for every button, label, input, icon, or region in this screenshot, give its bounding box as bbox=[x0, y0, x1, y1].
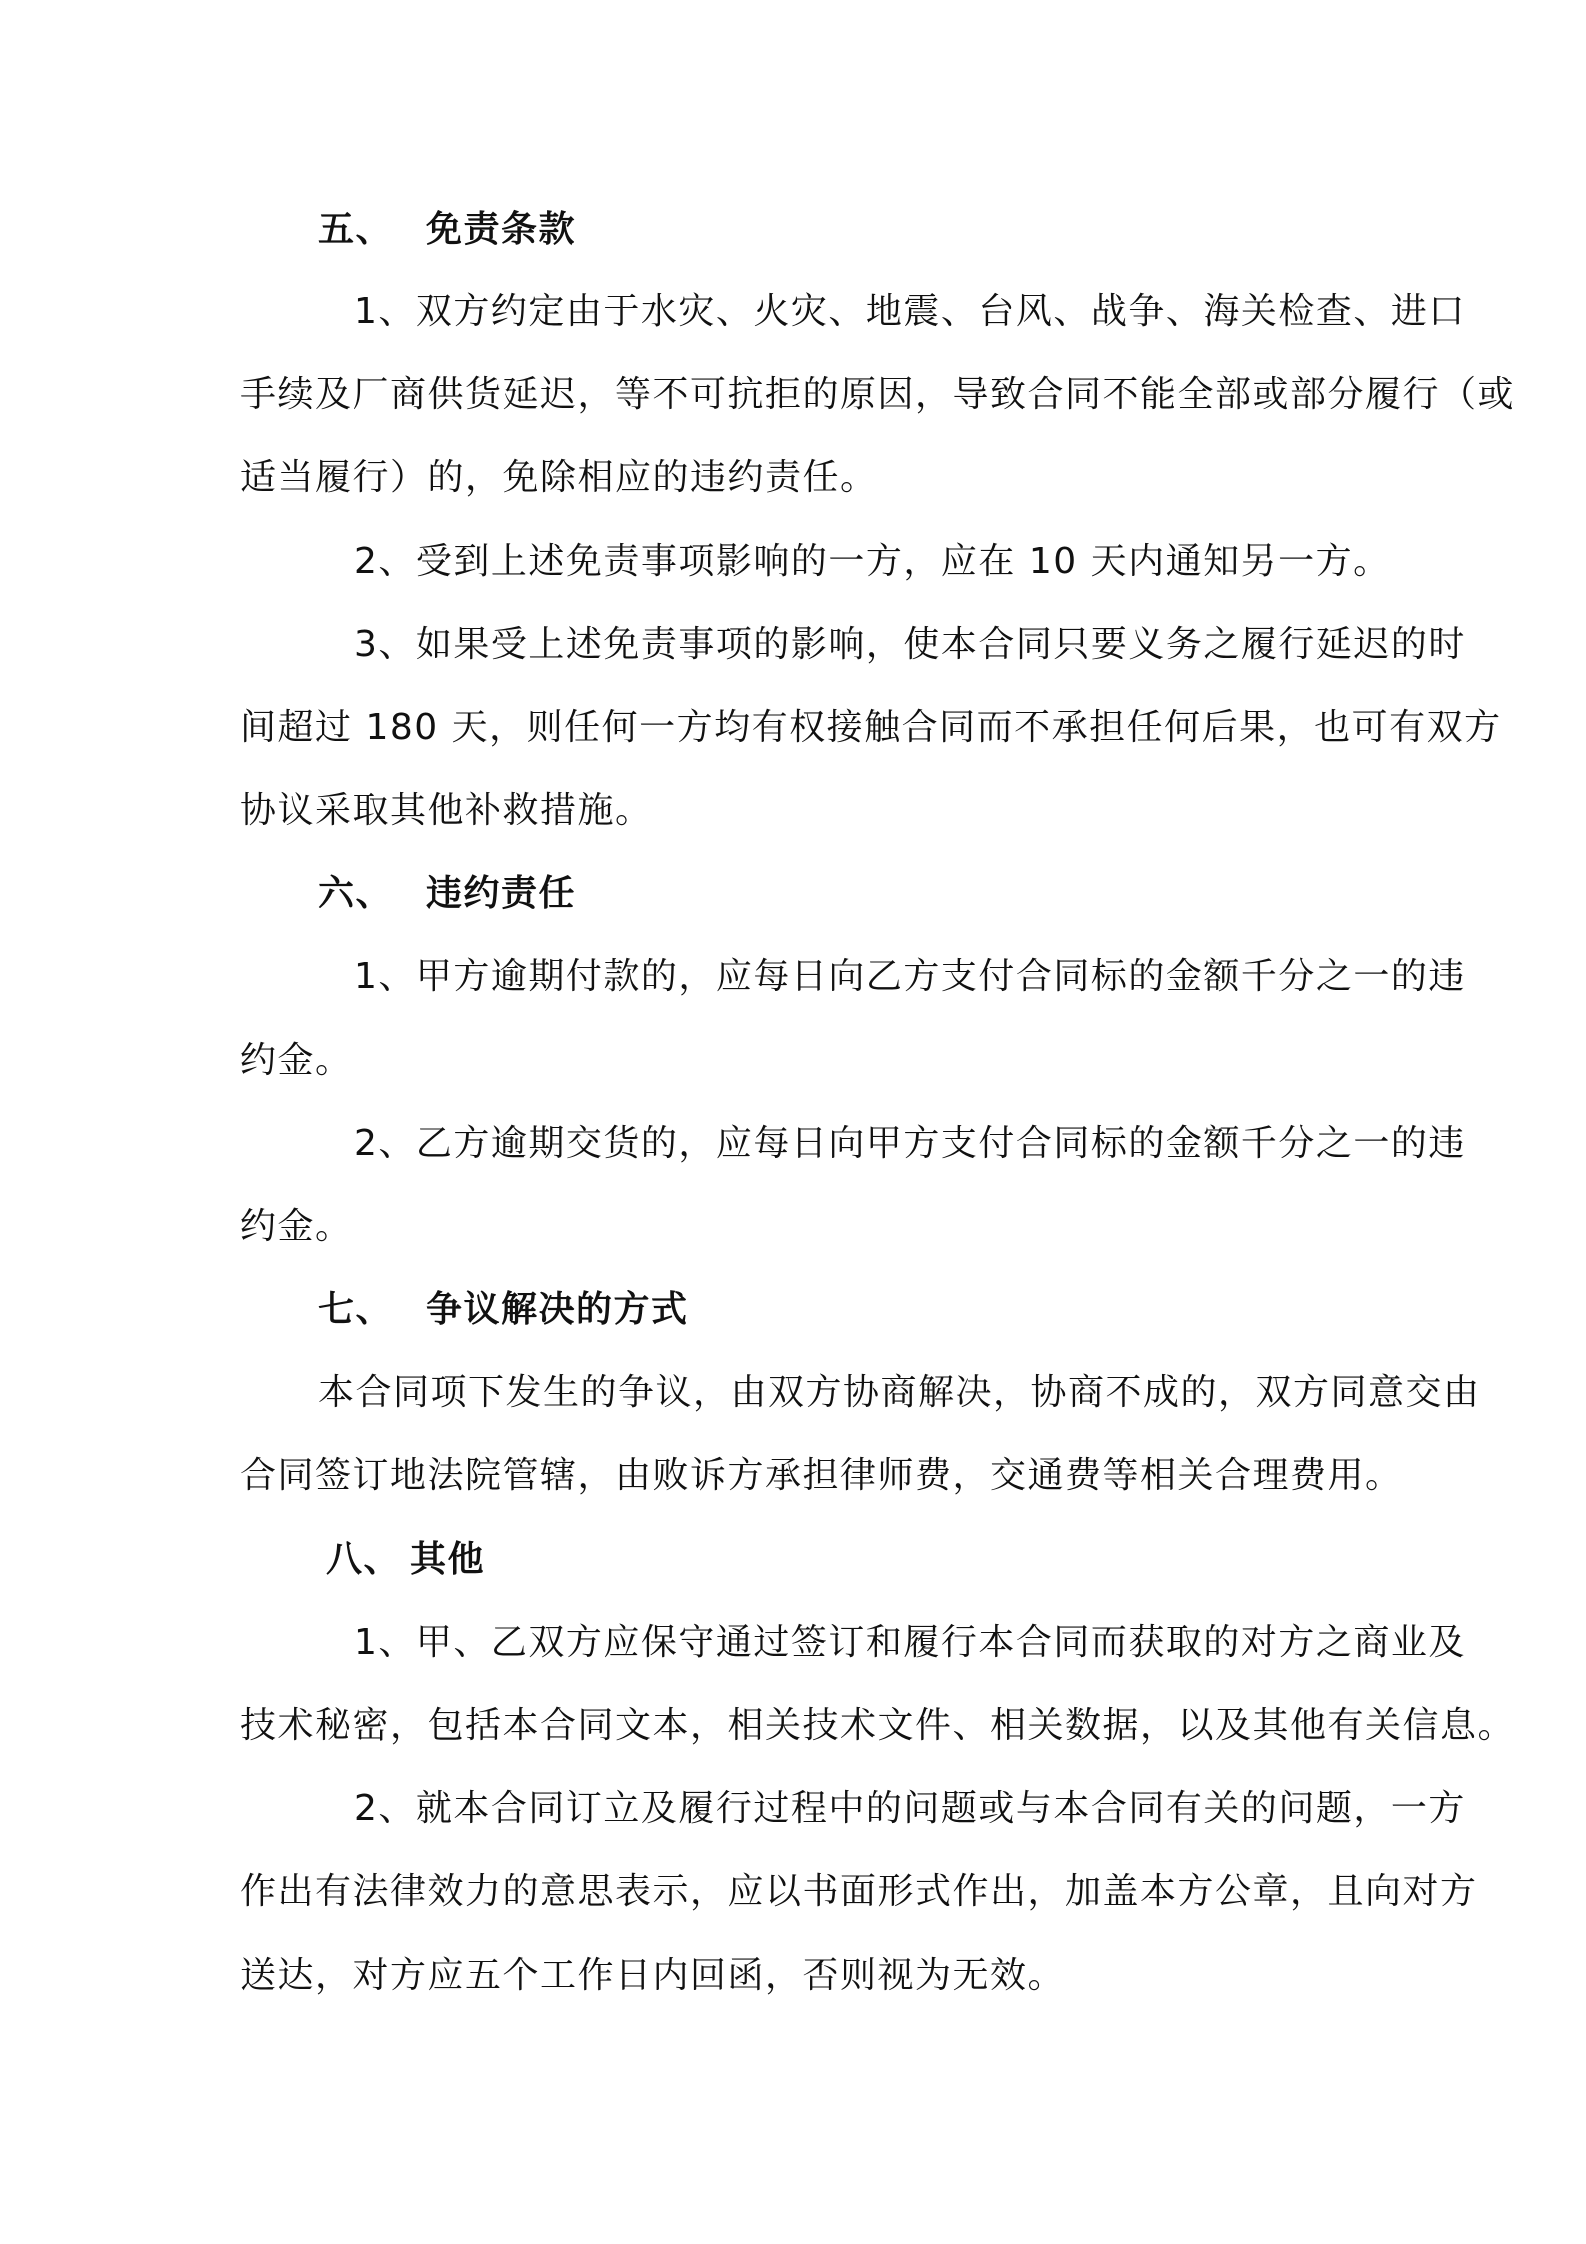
section-title: 争议解决的方式 bbox=[426, 1289, 689, 1330]
paragraph-line: 适当履行）的，免除相应的违约责任。 bbox=[240, 457, 878, 498]
section-heading-7 bbox=[318, 1288, 689, 1332]
paragraph-line: 手续及厂商供货延迟，等不可抗拒的原因，导致合同不能全部或部分履行（或 bbox=[240, 374, 1516, 415]
paragraph-line: 1、双方约定由于水灾、火灾、地震、台风、战争、海关检查、进口 bbox=[354, 291, 1466, 332]
paragraph-line: 约金。 bbox=[240, 1206, 353, 1247]
paragraph-line: 送达，对方应五个工作日内回函，否则视为无效。 bbox=[240, 1955, 1066, 1996]
paragraph-line: 合同签订地法院管辖，由败诉方承担律师费，交通费等相关合理费用。 bbox=[240, 1455, 1403, 1496]
section-title: 违约责任 bbox=[426, 873, 577, 914]
section-heading-8 bbox=[326, 1538, 485, 1582]
paragraph-line: 协议采取其他补救措施。 bbox=[240, 790, 653, 831]
paragraph-line: 1、甲、乙双方应保守通过签订和履行本合同而获取的对方之商业及 bbox=[354, 1622, 1466, 1663]
paragraph-line: 2、受到上述免责事项影响的一方，应在 10 天内通知另一方。 bbox=[354, 541, 1391, 582]
paragraph-line: 2、就本合同订立及履行过程中的问题或与本合同有关的问题，一方 bbox=[354, 1788, 1466, 1829]
paragraph-line: 2、乙方逾期交货的，应每日向甲方支付合同标的金额千分之一的违 bbox=[354, 1123, 1466, 1164]
paragraph-line: 本合同项下发生的争议，由双方协商解决，协商不成的，双方同意交由 bbox=[318, 1372, 1481, 1413]
section-heading-6 bbox=[318, 872, 576, 916]
section-number: 七、 bbox=[318, 1289, 394, 1330]
paragraph-line: 技术秘密，包括本合同文本，相关技术文件、相关数据，以及其他有关信息。 bbox=[240, 1705, 1516, 1746]
paragraph-line: 1、甲方逾期付款的，应每日向乙方支付合同标的金额千分之一的违 bbox=[354, 956, 1466, 997]
section-number: 五、 bbox=[318, 209, 394, 250]
section-number: 八、 bbox=[326, 1539, 402, 1580]
paragraph-line: 作出有法律效力的意思表示，应以书面形式作出，加盖本方公章，且向对方 bbox=[240, 1871, 1478, 1912]
paragraph-line: 3、如果受上述免责事项的影响，使本合同只要义务之履行延迟的时 bbox=[354, 624, 1466, 665]
paragraph-line: 间超过 180 天，则任何一方均有权接触合同而不承担任何后果，也可有双方 bbox=[240, 707, 1502, 748]
section-title: 免责条款 bbox=[426, 209, 577, 250]
paragraph-line: 约金。 bbox=[240, 1040, 353, 1081]
section-title: 其他 bbox=[410, 1539, 486, 1580]
section-heading-5 bbox=[318, 208, 576, 252]
section-number: 六、 bbox=[318, 873, 394, 914]
